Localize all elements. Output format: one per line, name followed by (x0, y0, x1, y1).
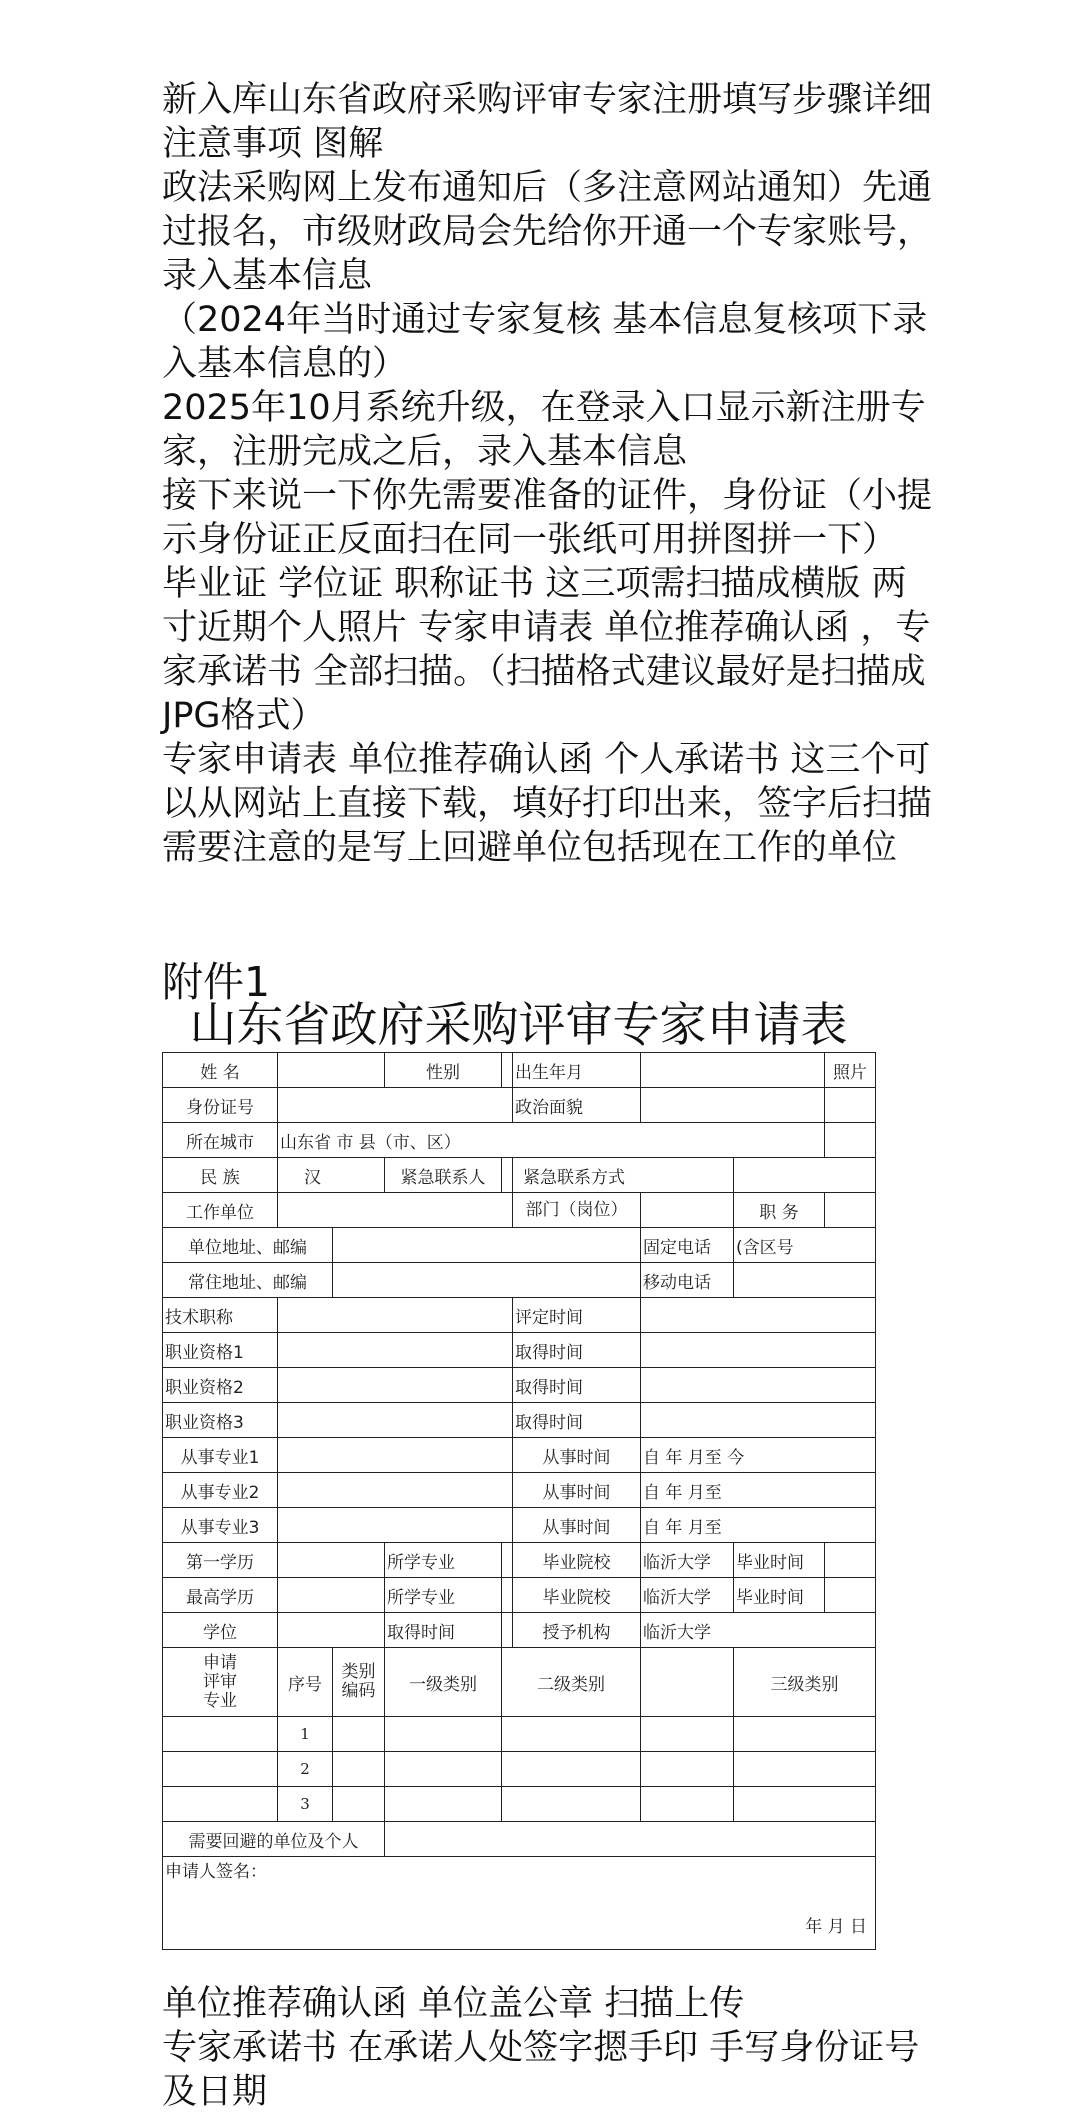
edu-grad-label: 毕业时间 (734, 1578, 825, 1613)
degree-org-value[interactable]: 临沂大学 (641, 1613, 876, 1648)
intro-line: （2024年当时通过专家复核 基本信息复核项下录入基本信息的） (162, 300, 928, 384)
apply-row (163, 1752, 876, 1787)
edu-grad-cell[interactable] (825, 1543, 876, 1578)
major-cell[interactable] (278, 1438, 513, 1473)
level1-cell[interactable] (385, 1752, 502, 1787)
ethnic-value[interactable]: 汉 (278, 1158, 385, 1193)
form-row-avoid (163, 1822, 876, 1857)
major-cell[interactable] (278, 1508, 513, 1543)
id-label: 身份证号 (163, 1088, 278, 1123)
level1-cell[interactable] (385, 1787, 502, 1822)
ethnic-label: 民 族 (163, 1158, 278, 1193)
edu-grad-label: 毕业时间 (734, 1543, 825, 1578)
outro-text (162, 1982, 932, 2114)
qual-cell[interactable] (278, 1333, 513, 1368)
intro-line: 接下来说一下你先需要准备的证件，身份证（小提示身份证正反面扫在同一张纸可用拼图拼一下） 毕业证 学位证 职称证书 这三项需扫描成横版 两寸近期个人照片 专家申请表 单位推荐确认函 ，专家承诺书 全部扫描。（扫描格式建议最好是扫描成JPG格式） (162, 476, 933, 736)
dept-label: 部门（岗位） (513, 1193, 641, 1228)
major-label: 从事专业3 (163, 1508, 278, 1543)
form-row-signature (163, 1857, 876, 1950)
qual-label: 职业资格2 (163, 1368, 278, 1403)
spacer-cell (502, 1158, 513, 1193)
eval-time-label: 评定时间 (513, 1298, 641, 1333)
photo-cell (825, 1123, 876, 1158)
signature-cell[interactable] (163, 1857, 876, 1950)
edu-label: 第一学历 (163, 1543, 278, 1578)
spacer-cell (641, 1752, 734, 1787)
job-title-cell[interactable] (825, 1193, 876, 1228)
edu-major-label: 所学专业 (385, 1543, 502, 1578)
application-form-table (162, 1052, 876, 1950)
qual-label: 职业资格1 (163, 1333, 278, 1368)
edu-school-label: 毕业院校 (513, 1578, 641, 1613)
qual-time-cell[interactable] (641, 1333, 876, 1368)
qual-time-cell[interactable] (641, 1403, 876, 1438)
apply-row (163, 1717, 876, 1752)
political-cell[interactable] (641, 1088, 825, 1123)
home-address-label: 常住地址、邮编 (163, 1263, 333, 1298)
birth-cell[interactable] (641, 1053, 825, 1088)
job-title-label: 职 务 (734, 1193, 825, 1228)
level2-cell[interactable] (502, 1717, 641, 1752)
unit-address-cell[interactable] (333, 1228, 641, 1263)
qual-cell[interactable] (278, 1368, 513, 1403)
form-row-unit-address (163, 1228, 876, 1263)
apply-blank (163, 1717, 278, 1752)
spacer-cell (641, 1717, 734, 1752)
form-row-major (163, 1438, 876, 1473)
qual-label: 职业资格3 (163, 1403, 278, 1438)
dept-cell[interactable] (641, 1193, 734, 1228)
form-row-work (163, 1193, 876, 1228)
degree-time-label: 取得时间 (385, 1613, 502, 1648)
edu-cell[interactable] (278, 1543, 385, 1578)
edu-label: 最高学历 (163, 1578, 278, 1613)
code-header: 类别编码 (333, 1648, 385, 1717)
level3-cell[interactable] (734, 1717, 876, 1752)
qual-time-cell[interactable] (641, 1368, 876, 1403)
intro-line: 专家申请表 单位推荐确认函 个人承诺书 这三个可以从网站上直接下载，填好打印出来，签字后扫描 (162, 740, 933, 824)
level1-header: 一级类别 (385, 1648, 502, 1717)
apply-label: 申请评审专业 (163, 1648, 278, 1717)
attachment-label: 附件1 (162, 958, 271, 1006)
intro-line: 政法采购网上发布通知后（多注意网站通知）先通过报名，市级财政局会先给你开通一个专家账号，录入基本信息 (162, 168, 933, 296)
apply-blank (163, 1752, 278, 1787)
level2-cell[interactable] (502, 1752, 641, 1787)
outro-line: 专家承诺书 在承诺人处签字摁手印 手写身份证号及日期 (162, 2028, 920, 2112)
qual-time-label: 取得时间 (513, 1403, 641, 1438)
tech-title-label: 技术职称 (163, 1298, 278, 1333)
id-cell[interactable] (278, 1088, 513, 1123)
form-title: 山东省政府采购评审专家申请表 (189, 998, 848, 1053)
work-unit-cell[interactable] (278, 1193, 513, 1228)
major-time-label: 从事时间 (513, 1438, 641, 1473)
work-unit-label: 工作单位 (163, 1193, 278, 1228)
edu-cell[interactable] (278, 1578, 385, 1613)
qual-time-label: 取得时间 (513, 1333, 641, 1368)
major-time-value[interactable]: 自 年 月至 今 (641, 1438, 876, 1473)
edu-school-label: 毕业院校 (513, 1543, 641, 1578)
avoid-label: 需要回避的单位及个人 (163, 1822, 385, 1857)
intro-line: 新入库山东省政府采购评审专家注册填写步骤详细注意事项 图解 (162, 80, 933, 164)
form-row-name (163, 1053, 876, 1088)
qual-cell[interactable] (278, 1403, 513, 1438)
form-row-qual (163, 1368, 876, 1403)
city-value[interactable]: 山东省 市 县（市、区） (278, 1123, 825, 1158)
seq-number: 3 (278, 1787, 333, 1822)
photo-cell (825, 1088, 876, 1123)
degree-org-label: 授予机构 (513, 1613, 641, 1648)
form-row-apply-header (163, 1648, 876, 1717)
signature-date: 年 月 日 (805, 1917, 867, 1937)
spacer-cell (502, 1578, 513, 1613)
form-row-qual (163, 1333, 876, 1368)
unit-address-label: 单位地址、邮编 (163, 1228, 333, 1263)
edu-school-value[interactable]: 临沂大学 (641, 1578, 734, 1613)
major-cell[interactable] (278, 1473, 513, 1508)
gender-label: 性别 (385, 1053, 502, 1088)
intro-text (162, 78, 932, 870)
apply-blank (163, 1787, 278, 1822)
qual-time-label: 取得时间 (513, 1368, 641, 1403)
major-label: 从事专业2 (163, 1473, 278, 1508)
city-label: 所在城市 (163, 1123, 278, 1158)
major-time-value[interactable]: 自 年 月至 (641, 1473, 876, 1508)
major-time-label: 从事时间 (513, 1473, 641, 1508)
tech-title-cell[interactable] (278, 1298, 513, 1333)
spacer-cell (641, 1648, 734, 1717)
apply-row (163, 1787, 876, 1822)
edu-major-label: 所学专业 (385, 1578, 502, 1613)
area-code-note[interactable]: (含区号 (734, 1228, 876, 1263)
form-row-city (163, 1123, 876, 1158)
emergency-label: 紧急联系人 (385, 1158, 502, 1193)
level1-cell[interactable] (385, 1717, 502, 1752)
form-row-degree (163, 1613, 876, 1648)
intro-line: 2025年10月系统升级，在登录入口显示新注册专家，注册完成之后，录入基本信息 (162, 388, 926, 472)
form-row-home-address (163, 1263, 876, 1298)
degree-cell[interactable] (278, 1613, 385, 1648)
code-cell[interactable] (333, 1717, 385, 1752)
landline-label: 固定电话 (641, 1228, 734, 1263)
mobile-cell[interactable] (734, 1263, 876, 1298)
home-address-cell[interactable] (333, 1263, 641, 1298)
form-row-major (163, 1473, 876, 1508)
form-row-qual (163, 1403, 876, 1438)
form-row-ethnic (163, 1158, 876, 1193)
emergency-contact-cell[interactable] (734, 1158, 876, 1193)
form-row-tech-title (163, 1298, 876, 1333)
outro-line: 单位推荐确认函 单位盖公章 扫描上传 (162, 1984, 745, 2024)
intro-line: 需要注意的是写上回避单位包括现在工作的单位 (162, 828, 898, 868)
major-time-value[interactable]: 自 年 月至 (641, 1508, 876, 1543)
level2-header: 二级类别 (502, 1648, 641, 1717)
spacer-cell (502, 1053, 513, 1088)
edu-grad-cell[interactable] (825, 1578, 876, 1613)
degree-label: 学位 (163, 1613, 278, 1648)
signature-label: 申请人签名： (165, 1862, 267, 1882)
edu-school-value[interactable]: 临沂大学 (641, 1543, 734, 1578)
name-cell[interactable] (278, 1053, 385, 1088)
spacer-cell (641, 1787, 734, 1822)
birth-label: 出生年月 (513, 1053, 641, 1088)
level3-cell[interactable] (734, 1787, 876, 1822)
code-cell[interactable] (333, 1787, 385, 1822)
name-label: 姓 名 (163, 1053, 278, 1088)
spacer-cell (502, 1543, 513, 1578)
eval-time-cell[interactable] (641, 1298, 876, 1333)
form-row-education (163, 1543, 876, 1578)
spacer-cell (502, 1613, 513, 1648)
photo-label: 照片 (825, 1053, 876, 1088)
major-time-label: 从事时间 (513, 1508, 641, 1543)
level2-cell[interactable] (502, 1787, 641, 1822)
seq-number: 1 (278, 1717, 333, 1752)
code-cell[interactable] (333, 1752, 385, 1787)
form-row-id (163, 1088, 876, 1123)
form-row-education (163, 1578, 876, 1613)
level3-header: 三级类别 (734, 1648, 876, 1717)
emergency-contact-label: 紧急联系方式 (513, 1158, 734, 1193)
major-label: 从事专业1 (163, 1438, 278, 1473)
level3-cell[interactable] (734, 1752, 876, 1787)
seq-header: 序号 (278, 1648, 333, 1717)
form-row-major (163, 1508, 876, 1543)
avoid-cell[interactable] (385, 1822, 876, 1857)
political-label: 政治面貌 (513, 1088, 641, 1123)
mobile-label: 移动电话 (641, 1263, 734, 1298)
seq-number: 2 (278, 1752, 333, 1787)
